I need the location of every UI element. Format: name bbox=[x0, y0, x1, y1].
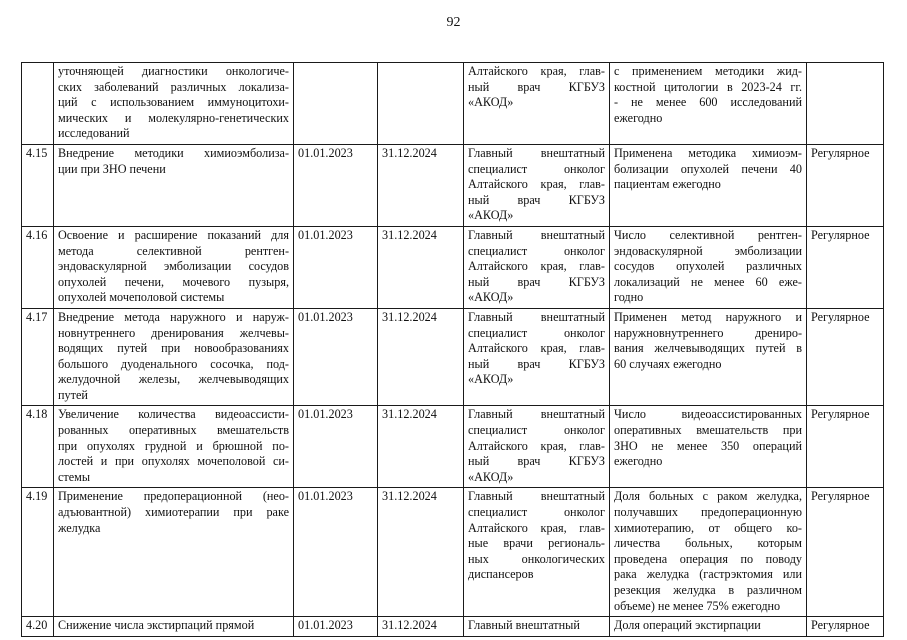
responsible-person-line: специалист онколог bbox=[468, 243, 605, 258]
measure-name-line: метода селективной рентген- bbox=[58, 243, 289, 258]
expected-result bbox=[610, 617, 807, 637]
expected-result bbox=[610, 63, 807, 145]
responsible-person bbox=[464, 308, 610, 406]
expected-result-line: наружновнутреннего дрениро- bbox=[614, 325, 802, 340]
table-body bbox=[22, 63, 884, 637]
expected-result-line: ежегодно bbox=[614, 110, 663, 125]
expected-result-line: годно bbox=[614, 290, 644, 305]
measure-name-line: адъювантной) химиотерапии при раке bbox=[58, 505, 289, 520]
measure-name-line: уточняющей диагностики онкологиче- bbox=[58, 64, 289, 78]
table-row bbox=[22, 406, 884, 488]
expected-result-line: - не менее 600 исследований bbox=[614, 95, 802, 110]
start-date: 01.01.2023 bbox=[294, 406, 378, 488]
end-date: 31.12.2024 bbox=[378, 406, 464, 488]
responsible-person-line: «АКОД» bbox=[468, 290, 514, 305]
responsible-person-line: специалист онколог bbox=[468, 505, 605, 520]
expected-result-line: 60 случаях ежегодно bbox=[614, 356, 722, 371]
responsible-person-line: «АКОД» bbox=[468, 95, 514, 110]
responsible-person-line: специалист онколог bbox=[468, 161, 605, 176]
item-number: 4.20 bbox=[22, 617, 54, 637]
expected-result-line: вания желчевыводящих путей в bbox=[614, 341, 802, 356]
item-number: 4.15 bbox=[22, 144, 54, 226]
expected-result bbox=[610, 308, 807, 406]
measure-name-line: водящих путей при новообразованиях bbox=[58, 341, 289, 356]
responsible-person bbox=[464, 226, 610, 308]
responsible-person-line: Алтайского края, глав- bbox=[468, 64, 605, 78]
measure-name-line: Внедрение методики химиоэмболиза- bbox=[58, 145, 289, 160]
expected-result-line: Доля больных с раком желудка, bbox=[614, 489, 802, 504]
responsible-person-line: ный врач КГБУЗ bbox=[468, 79, 605, 94]
expected-result-line: Применена методика химиоэм- bbox=[614, 145, 802, 160]
expected-result-line: объеме) не менее 75% ежегодно bbox=[614, 598, 781, 613]
responsible-person-line: специалист онколог bbox=[468, 325, 605, 340]
frequency: Регулярное bbox=[807, 308, 884, 406]
measure-name bbox=[54, 308, 294, 406]
table-row bbox=[22, 63, 884, 145]
item-number: 4.19 bbox=[22, 488, 54, 617]
table-row bbox=[22, 488, 884, 617]
measure-name-line: Внедрение метода наружного и наруж- bbox=[58, 309, 289, 324]
measure-name bbox=[54, 617, 294, 637]
plan-table bbox=[21, 62, 884, 637]
responsible-person-line: Главный внештатный bbox=[468, 618, 580, 633]
start-date: 01.01.2023 bbox=[294, 308, 378, 406]
table-row bbox=[22, 617, 884, 637]
expected-result-line: химиотерапию, от общего ко- bbox=[614, 520, 802, 535]
responsible-person-line: Главный внештатный bbox=[468, 227, 605, 242]
expected-result-line: локализаций не менее 60 еже- bbox=[614, 274, 802, 289]
responsible-person bbox=[464, 406, 610, 488]
expected-result-line: ЗНО не менее 350 операций bbox=[614, 438, 802, 453]
measure-name-line: исследований bbox=[58, 126, 130, 141]
measure-name-line: Освоение и расширение показаний для bbox=[58, 227, 289, 242]
item-number: 4.18 bbox=[22, 406, 54, 488]
end-date: 31.12.2024 bbox=[378, 617, 464, 637]
responsible-person-line: Главный внештатный bbox=[468, 309, 605, 324]
expected-result-line: пациентам ежегодно bbox=[614, 177, 721, 192]
measure-name-line: новнутреннего дренирования желчевы- bbox=[58, 325, 289, 340]
measure-name-line: опухолей печени, мочевого пузыря, bbox=[58, 274, 289, 289]
measure-name bbox=[54, 63, 294, 145]
responsible-person-line: ный врач КГБУЗ bbox=[468, 356, 605, 371]
frequency: Регулярное bbox=[807, 406, 884, 488]
frequency: Регулярное bbox=[807, 226, 884, 308]
frequency: Регулярное bbox=[807, 144, 884, 226]
end-date: 31.12.2024 bbox=[378, 488, 464, 617]
expected-result-line: ежегодно bbox=[614, 454, 663, 469]
responsible-person-line: «АКОД» bbox=[468, 208, 514, 223]
measure-name-line: стемы bbox=[58, 469, 91, 484]
expected-result-line: Число селективной рентген- bbox=[614, 227, 802, 242]
expected-result bbox=[610, 144, 807, 226]
expected-result-line: болизации опухолей печени 40 bbox=[614, 161, 802, 176]
table-row bbox=[22, 144, 884, 226]
item-number bbox=[22, 63, 54, 145]
measure-name-line: желудочной железы, желчевыводящих bbox=[58, 372, 289, 387]
end-date bbox=[378, 63, 464, 145]
expected-result-line: Число видеоассистированных bbox=[614, 407, 802, 422]
start-date: 01.01.2023 bbox=[294, 488, 378, 617]
measure-name-line: путей bbox=[58, 387, 88, 402]
expected-result-line: рака желудка (гастрэктомия или bbox=[614, 567, 802, 582]
responsible-person-line: диспансеров bbox=[468, 567, 534, 582]
expected-result-line: сосудов опухолей различных bbox=[614, 259, 802, 274]
expected-result-line: оперативных вмешательств при bbox=[614, 423, 802, 438]
responsible-person-line: Главный внештатный bbox=[468, 407, 605, 422]
responsible-person-line: ные врачи региональ- bbox=[468, 536, 605, 551]
measure-name-line: эндоваскулярной эмболизации сосудов bbox=[58, 259, 289, 274]
measure-name-line: ций с использованием иммуноцитохи- bbox=[58, 95, 289, 110]
item-number: 4.17 bbox=[22, 308, 54, 406]
responsible-person-line: специалист онколог bbox=[468, 423, 605, 438]
measure-name-line: при опухолях грудной и брюшной по- bbox=[58, 438, 289, 453]
frequency bbox=[807, 63, 884, 145]
measure-name-line: Снижение числа экстирпаций прямой bbox=[58, 618, 255, 633]
measure-name-line: ских заболеваний различных локализа- bbox=[58, 79, 289, 94]
expected-result-line: эндоваскулярной эмболизации bbox=[614, 243, 802, 258]
measure-name bbox=[54, 226, 294, 308]
measure-name bbox=[54, 144, 294, 226]
end-date: 31.12.2024 bbox=[378, 308, 464, 406]
responsible-person bbox=[464, 488, 610, 617]
measure-name-line: Применение предоперационной (нео- bbox=[58, 489, 289, 504]
start-date: 01.01.2023 bbox=[294, 226, 378, 308]
expected-result-line: с применением методики жид- bbox=[614, 64, 802, 78]
start-date: 01.01.2023 bbox=[294, 144, 378, 226]
responsible-person-line: Алтайского края, глав- bbox=[468, 177, 605, 192]
responsible-person-line: Главный внештатный bbox=[468, 145, 605, 160]
measure-name-line: большого дуоденального сосочка, под- bbox=[58, 356, 289, 371]
responsible-person-line: Главный внештатный bbox=[468, 489, 605, 504]
table-row bbox=[22, 308, 884, 406]
page-number: 92 bbox=[446, 15, 461, 30]
responsible-person-line: ный врач КГБУЗ bbox=[468, 274, 605, 289]
table-row bbox=[22, 226, 884, 308]
measure-name bbox=[54, 406, 294, 488]
frequency: Регулярное bbox=[807, 617, 884, 637]
responsible-person-line: Алтайского края, глав- bbox=[468, 520, 605, 535]
responsible-person bbox=[464, 63, 610, 145]
end-date: 31.12.2024 bbox=[378, 226, 464, 308]
responsible-person-line: ный врач КГБУЗ bbox=[468, 454, 605, 469]
item-number: 4.16 bbox=[22, 226, 54, 308]
measure-name-line: опухолей мочеполовой системы bbox=[58, 290, 225, 305]
responsible-person-line: Алтайского края, глав- bbox=[468, 438, 605, 453]
measure-name-line: рованных оперативных вмешательств bbox=[58, 423, 289, 438]
measure-name-line: лостей и при опухолях мочеполовой си- bbox=[58, 454, 289, 469]
expected-result-line: проведена операция по поводу bbox=[614, 551, 802, 566]
measure-name bbox=[54, 488, 294, 617]
expected-result bbox=[610, 406, 807, 488]
expected-result-line: костной цитологии в 2023-24 гг. bbox=[614, 79, 802, 94]
expected-result-line: резекция желудка в различном bbox=[614, 583, 802, 597]
responsible-person-line: ный врач КГБУЗ bbox=[468, 192, 605, 207]
expected-result-line: личества больных, которым bbox=[614, 536, 802, 551]
responsible-person-line: Алтайского края, глав- bbox=[468, 259, 605, 274]
expected-result-line: получавших предоперационную bbox=[614, 505, 802, 520]
measure-name-line: желудка bbox=[58, 520, 101, 535]
responsible-person-line: «АКОД» bbox=[468, 372, 514, 387]
responsible-person-line: ных онкологических bbox=[468, 551, 605, 566]
expected-result-line: Применен метод наружного и bbox=[614, 309, 802, 324]
frequency: Регулярное bbox=[807, 488, 884, 617]
responsible-person bbox=[464, 617, 610, 637]
responsible-person bbox=[464, 144, 610, 226]
responsible-person-line: «АКОД» bbox=[468, 469, 514, 484]
start-date: 01.01.2023 bbox=[294, 617, 378, 637]
expected-result bbox=[610, 226, 807, 308]
expected-result bbox=[610, 488, 807, 617]
measure-name-line: мических и молекулярно-генетических bbox=[58, 110, 289, 125]
measure-name-line: Увеличение количества видеоассисти- bbox=[58, 407, 289, 422]
responsible-person-line: Алтайского края, глав- bbox=[468, 341, 605, 356]
end-date: 31.12.2024 bbox=[378, 144, 464, 226]
start-date bbox=[294, 63, 378, 145]
expected-result-line: Доля операций экстирпации bbox=[614, 618, 761, 633]
measure-name-line: ции при ЗНО печени bbox=[58, 161, 166, 176]
